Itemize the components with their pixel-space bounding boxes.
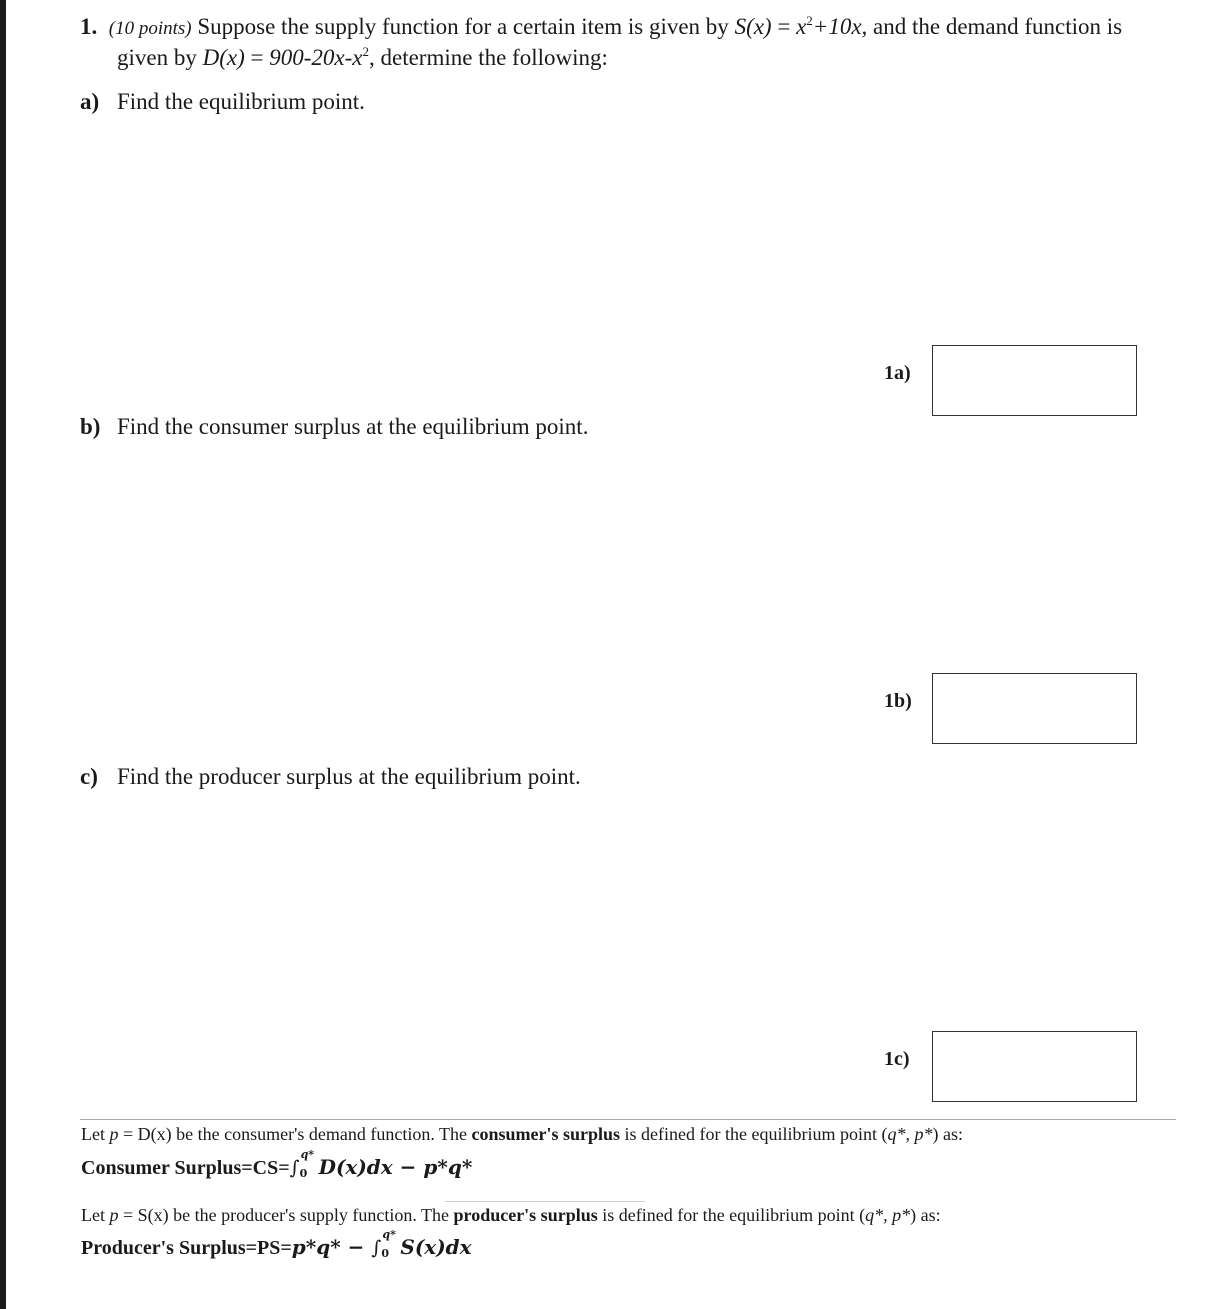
consumer-formula-label: Consumer Surplus=CS=	[81, 1157, 290, 1179]
question-intro-3: , determine the following:	[368, 45, 608, 70]
answer-1b-label: 1b)	[884, 690, 912, 712]
supply-eq: =	[771, 14, 797, 39]
answer-1b-box[interactable]	[932, 673, 1137, 744]
part-a-text: Find the equilibrium point.	[117, 89, 365, 114]
answer-1a-box[interactable]	[932, 345, 1137, 416]
demand-lhs: D(x)	[202, 45, 245, 70]
producer-end: ) as:	[910, 1205, 941, 1225]
producer-integral-upper: q*	[382, 1228, 396, 1241]
supply-lhs: S(x)	[734, 14, 772, 39]
demand-rhs-a: 900-20x-x	[269, 45, 363, 70]
consumer-integral-sign: ∫ q* 0	[289, 1148, 315, 1180]
consumer-minus: −	[392, 1155, 424, 1179]
question-intro: Suppose the supply function for a certain item is given by	[197, 14, 729, 39]
supply-exponent: 2	[806, 13, 813, 28]
part-c-label: c)	[80, 764, 98, 789]
supply-rhs-a: x	[796, 14, 807, 39]
producer-tail: is defined for the equilibrium point (	[602, 1205, 866, 1225]
question-stem-line2	[117, 43, 608, 73]
producer-integrand: S(x)dx	[400, 1235, 472, 1259]
producer-point: q*, p*	[865, 1205, 911, 1225]
producer-formula-label: Producer's Surplus=PS=	[81, 1237, 292, 1259]
consumer-integral-lower: 0	[299, 1167, 308, 1180]
producer-term: producer's surplus	[453, 1205, 598, 1225]
producer-definition	[81, 1205, 941, 1226]
part-a	[80, 89, 365, 115]
left-edge-bar	[0, 0, 6, 1309]
part-c-text: Find the producer surplus at the equilibrium point.	[117, 764, 581, 789]
producer-mid: be the producer's supply function. The	[173, 1205, 450, 1225]
supply-rhs-b: +10x,	[812, 14, 868, 39]
short-divider	[445, 1201, 645, 1202]
consumer-fn: D(x)	[137, 1124, 172, 1144]
producer-integral-sign: ∫ q* 0	[371, 1228, 396, 1260]
consumer-product: p*q*	[423, 1155, 473, 1179]
question-intro-2: and the demand function is	[873, 14, 1123, 39]
question-stem-line1	[80, 12, 1122, 44]
answer-1c-box[interactable]	[932, 1031, 1137, 1102]
consumer-formula	[81, 1148, 473, 1180]
producer-integral-lower: 0	[381, 1247, 390, 1260]
demand-eq: =	[244, 45, 270, 70]
part-b-label: b)	[80, 414, 101, 439]
part-c	[80, 764, 581, 790]
producer-formula	[81, 1228, 472, 1260]
consumer-integrand: D(x)dx	[318, 1155, 393, 1179]
producer-product: p*q*	[291, 1235, 341, 1259]
answer-1c-label: 1c)	[884, 1048, 910, 1070]
consumer-var: p	[109, 1124, 119, 1144]
consumer-let: Let	[81, 1124, 105, 1144]
producer-let: Let	[81, 1205, 105, 1225]
consumer-end: ) as:	[932, 1124, 963, 1144]
definitions-divider	[80, 1119, 1176, 1120]
question-points: (10 points)	[108, 18, 192, 39]
producer-var: p	[109, 1205, 119, 1225]
part-b-text: Find the consumer surplus at the equilibrium point.	[117, 414, 589, 439]
consumer-integral-upper: q*	[300, 1148, 315, 1161]
consumer-mid: be the consumer's demand function. The	[176, 1124, 467, 1144]
part-a-label: a)	[80, 89, 100, 114]
producer-minus: −	[340, 1235, 372, 1259]
consumer-definition	[81, 1124, 963, 1145]
demand-exponent: 2	[362, 44, 369, 59]
answer-1a-label: 1a)	[884, 362, 911, 384]
producer-fn: S(x)	[137, 1205, 169, 1225]
consumer-point: q*, p*	[887, 1124, 933, 1144]
given-by: given by	[117, 45, 197, 70]
part-b	[80, 414, 588, 440]
consumer-term: consumer's surplus	[471, 1124, 621, 1144]
producer-eq: =	[118, 1205, 138, 1225]
consumer-eq: =	[118, 1124, 138, 1144]
consumer-tail: is defined for the equilibrium point (	[624, 1124, 888, 1144]
question-number: 1.	[80, 14, 98, 39]
